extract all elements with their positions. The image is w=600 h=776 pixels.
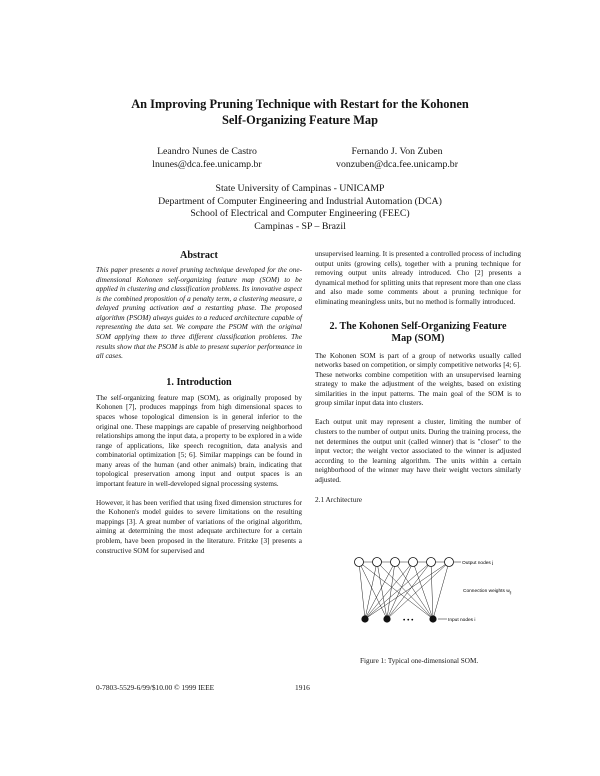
- introduction-heading: 1. Introduction: [166, 376, 232, 388]
- author-1-name: Leandro Nunes de Castro: [157, 146, 257, 157]
- author-2-name: Fernando J. Von Zuben: [351, 146, 443, 157]
- abstract-text: This paper presents a novel pruning technique developed for the one-dimensional Kohonen self-organizing feature map (SOM) to be applied in clustering and classification problems. Its innovative aspect is the combined proposition of a penalty term, a clustering measure, a delayed pruning activation and a restarting phase. The proposed algorithm (PSOM) always guides to a reduced architecture capable of representing the data set. We compare the PSOM with the original SOM applying them to three different classification problems. The results show that the PSOM is able to present superior performance in all cases.: [96, 266, 302, 361]
- paper-title: [40, 97, 560, 128]
- affiliation-university: State University of Campinas - UNICAMP: [215, 183, 385, 194]
- author-2: [302, 146, 492, 171]
- left-column: [96, 250, 302, 566]
- output-node: [373, 558, 382, 567]
- page-number: 1916: [295, 683, 310, 692]
- input-node: [429, 615, 436, 622]
- introduction-paragraph-2: However, it has been verified that using fixed dimension structures for the Kohonen's model guides to severe limitations on the resulting mappings [3]. A great number of variations of the original algorithm, aiming at determining the most adequate architecture for a certain problem, have been proposed in the literature. Fritzke [3] presents a constructive SOM for supervised and: [96, 498, 302, 555]
- som-architecture-figure: [325, 552, 525, 644]
- abstract-heading: Abstract: [180, 250, 218, 261]
- connection-lines: [359, 562, 449, 619]
- affiliation-location: Campinas - SP – Brazil: [254, 220, 346, 232]
- input-nodes-label: Input nodes i: [448, 618, 476, 623]
- input-node: [361, 615, 368, 622]
- right-column-continuation: unsupervised learning. It is presented a controlled process of including output units (growing cells), together with a pruning technique for removing output units already introduced. Cho [2] presents a dynamical method for splitting units that represent more than one class and also made some comments about a pruning technique for eliminating meaningless units, but no method is formally introduced.: [315, 250, 521, 306]
- author-1-email: lnunes@dca.fee.unicamp.br: [152, 158, 262, 170]
- output-node: [427, 558, 436, 567]
- output-node: [391, 558, 400, 567]
- section-2-paragraph-2: Each output unit may represent a cluster, limiting the number of clusters to the number of output units. During the training process, the net determines the output unit (called winner) that is "closer" to the input vector; the weight vector associated to the winner is adjusted according to the learning algorithm. The units within a certain neighborhood of the winner may have their weight vectors similarly adjusted.: [315, 418, 521, 484]
- connection-weights-text: Connection weights w: [463, 589, 510, 594]
- section-2-heading-line-1: 2. The Kohonen Self-Organizing Feature: [329, 321, 507, 333]
- input-node: [383, 615, 390, 622]
- section-2-heading: [315, 321, 521, 345]
- author-2-email: vonzuben@dca.fee.unicamp.br: [336, 158, 458, 170]
- output-node: [409, 558, 418, 567]
- output-nodes-label: Output nodes j: [462, 561, 494, 566]
- section-2-paragraph-1: The Kohonen SOM is part of a group of networks usually called networks based on competition, or simply competitive networks [4; 6]. These networks combine competition with an unsupervised learning strategy to make the adjustment of the weights, based on existing similarities in the input patterns. The main goal of the SOM is to group similar input data into clusters.: [315, 351, 521, 408]
- connection-weights-subscript: ij: [509, 590, 512, 595]
- affiliation-department: Department of Computer Engineering and Industrial Automation (DCA): [158, 195, 442, 207]
- connection-weights-label: [463, 588, 511, 595]
- output-node: [445, 558, 454, 567]
- affiliation-block: [60, 183, 540, 233]
- figure-caption: Figure 1: Typical one-dimensional SOM.: [360, 657, 479, 665]
- introduction-paragraph-1: The self-organizing feature map (SOM), as originally proposed by Kohonen [7], produces mappings from high dimensional spaces to spaces whose topological dimension is in general inferior to the original one. These mappings are capable of preserving neighborhood relationships among the input data, a property to be explored in a wide range of applications, like speech recognition, data analysis and combinatorial optimization [5; 6]. Similar mappings can be found in many areas of the human (and other animals) brain, indicating that topological preservation among input and output spaces is an important feature in well-developed signal processing systems.: [96, 393, 302, 488]
- title-line-2: Self-Organizing Feature Map: [221, 112, 378, 127]
- affiliation-school: School of Electrical and Computer Engineering (FEEC): [190, 208, 410, 220]
- input-ellipsis: • • •: [403, 617, 414, 624]
- output-node: [355, 558, 364, 567]
- subsection-2-1-heading: 2.1 Architecture: [315, 494, 363, 504]
- right-column: [315, 250, 521, 504]
- title-line-1: An Improving Pruning Technique with Restart for the Kohonen: [131, 97, 469, 111]
- section-2-heading-line-2: Map (SOM): [391, 333, 445, 345]
- author-1: [112, 146, 302, 171]
- footer-isbn: 0-7803-5529-6/99/$10.00 © 1999 IEEE: [96, 683, 215, 692]
